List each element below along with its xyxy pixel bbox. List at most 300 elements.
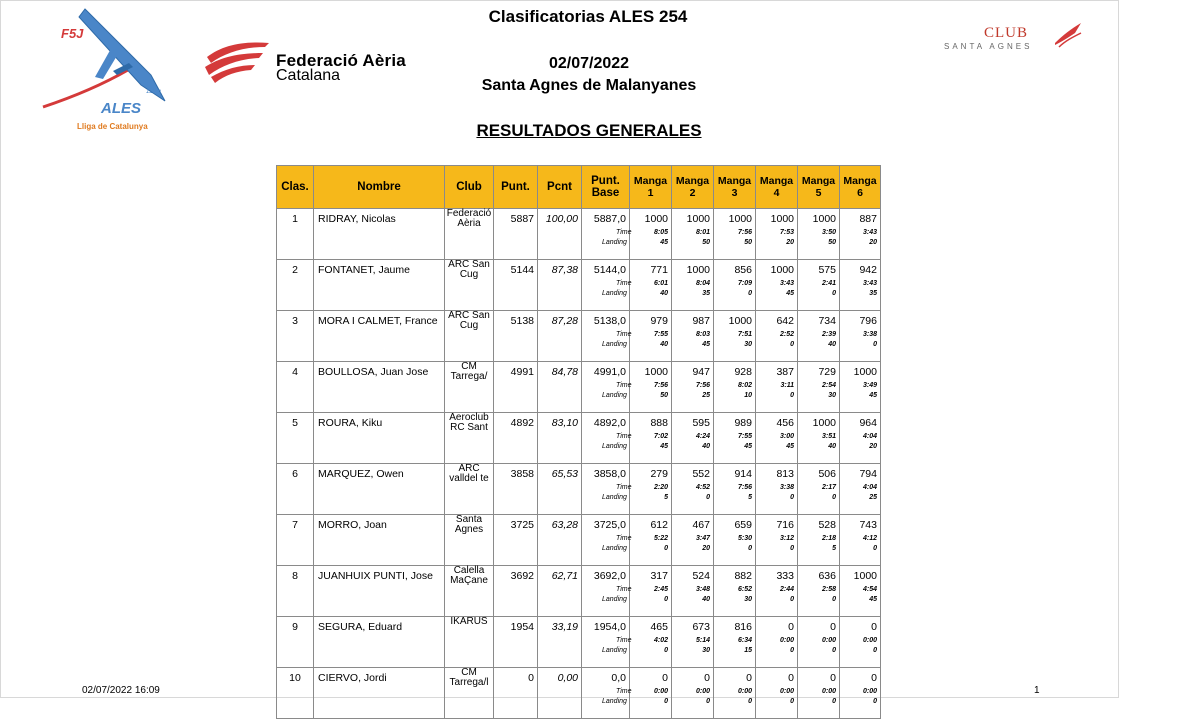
cell-nombre: SEGURA, Eduard: [314, 617, 445, 668]
table-row: [277, 362, 881, 413]
manga-time: 0:00: [779, 688, 794, 695]
cell-nombre: ROURA, Kiku: [314, 413, 445, 464]
manga-landing: 0: [748, 545, 752, 552]
cell-punt-base: 5144,0: [582, 260, 630, 311]
cell-club: IKARUS: [445, 617, 494, 668]
manga-landing: 0: [664, 647, 668, 654]
cell-punt: 0: [494, 668, 538, 719]
manga-time: 2:20: [653, 484, 668, 491]
time-label: Time: [616, 280, 632, 287]
cell-manga-4: [756, 209, 798, 260]
cell-manga-2: [672, 617, 714, 668]
cell-punt: 4892: [494, 413, 538, 464]
manga-landing: 0: [790, 545, 794, 552]
cell-manga-6: [840, 413, 881, 464]
cell-manga-5: [798, 566, 840, 617]
cell-pcnt: 62,71: [538, 566, 582, 617]
cell-manga-4: [756, 566, 798, 617]
manga-landing: 40: [702, 443, 710, 450]
cell-nombre: BOULLOSA, Juan Jose: [314, 362, 445, 413]
manga-landing: 40: [660, 341, 668, 348]
manga-score: 642: [776, 315, 794, 327]
manga-landing: 20: [869, 239, 877, 246]
manga-time: 3:00: [779, 433, 794, 440]
manga-landing: 0: [790, 698, 794, 705]
cell-clas: 4: [277, 362, 314, 413]
manga-score: 887: [859, 213, 877, 225]
cell-punt: 5138: [494, 311, 538, 362]
cell-punt-base: 5887,0: [582, 209, 630, 260]
cell-punt-base: 1954,0: [582, 617, 630, 668]
manga-time: 7:51: [737, 331, 752, 338]
manga-time: 2:17: [821, 484, 836, 491]
manga-score: 0: [788, 621, 794, 633]
cell-club: ARC San Cug: [445, 311, 494, 362]
manga-score: 856: [734, 264, 752, 276]
club-logo-line2: SANTA AGNES: [944, 42, 1033, 51]
manga-time: 7:56: [737, 484, 752, 491]
manga-time: 4:02: [653, 637, 668, 644]
cell-clas: 7: [277, 515, 314, 566]
cell-manga-2: [672, 464, 714, 515]
manga-landing: 0: [873, 647, 877, 654]
manga-landing: 5: [832, 545, 836, 552]
manga-landing: 50: [828, 239, 836, 246]
col-header-manga-3: Manga 3: [714, 166, 756, 209]
manga-time: 0:00: [862, 637, 877, 644]
manga-time: 0:00: [821, 688, 836, 695]
manga-score: 0: [704, 672, 710, 684]
manga-landing: 30: [744, 596, 752, 603]
federacio-name-line1: Federació Aèria: [276, 51, 406, 70]
manga-landing: 45: [786, 290, 794, 297]
manga-landing: 45: [786, 443, 794, 450]
manga-score: 964: [859, 417, 877, 429]
manga-time: 0:00: [779, 637, 794, 644]
manga-landing: 35: [702, 290, 710, 297]
table-row: [277, 617, 881, 668]
manga-time: 3:12: [779, 535, 794, 542]
cell-pcnt: 100,00: [538, 209, 582, 260]
col-header-manga-6: Manga 6: [840, 166, 881, 209]
manga-time: 2:39: [821, 331, 836, 338]
cell-manga-2: [672, 362, 714, 413]
cell-manga-5: [798, 413, 840, 464]
cell-nombre: MORRO, Joan: [314, 515, 445, 566]
manga-score: 816: [734, 621, 752, 633]
cell-punt-base: 3858,0: [582, 464, 630, 515]
manga-score: 279: [650, 468, 668, 480]
manga-time: 7:55: [737, 433, 752, 440]
manga-score: 1000: [644, 366, 668, 378]
section-title: RESULTADOS GENERALES: [476, 121, 702, 140]
manga-time: 7:09: [737, 280, 752, 287]
table-row: [277, 413, 881, 464]
document-title: Clasificatorias ALES 254: [488, 7, 688, 26]
manga-score: 0: [662, 672, 668, 684]
manga-landing: 45: [660, 443, 668, 450]
landing-label: Landing: [602, 392, 627, 399]
manga-landing: 45: [869, 392, 877, 399]
manga-time: 4:12: [862, 535, 877, 542]
cell-pcnt: 83,10: [538, 413, 582, 464]
manga-time: 4:52: [695, 484, 710, 491]
cell-manga-6: [840, 260, 881, 311]
manga-time: 4:04: [862, 433, 877, 440]
federacio-name-line2: Catalana: [276, 67, 341, 84]
manga-landing: 0: [873, 545, 877, 552]
cell-manga-6: [840, 617, 881, 668]
manga-landing: 0: [790, 494, 794, 501]
manga-landing: 0: [832, 290, 836, 297]
cell-punt-base: 5138,0: [582, 311, 630, 362]
manga-landing: 30: [744, 341, 752, 348]
col-header-manga-2: Manga 2: [672, 166, 714, 209]
manga-landing: 40: [828, 341, 836, 348]
cell-club: CM Tarrega/: [445, 362, 494, 413]
cell-manga-4: [756, 260, 798, 311]
manga-landing: 20: [786, 239, 794, 246]
manga-landing: 0: [873, 698, 877, 705]
cell-manga-3: [714, 260, 756, 311]
manga-time: 3:48: [695, 586, 710, 593]
manga-score: 0: [871, 672, 877, 684]
manga-time: 6:52: [737, 586, 752, 593]
landing-label: Landing: [602, 698, 627, 705]
manga-landing: 45: [869, 596, 877, 603]
manga-score: 659: [734, 519, 752, 531]
cell-nombre: MORA I CALMET, France: [314, 311, 445, 362]
table-row: [277, 260, 881, 311]
cell-manga-6: [840, 566, 881, 617]
cell-club: Federació Aèria: [445, 209, 494, 260]
manga-landing: 0: [832, 494, 836, 501]
cell-manga-1: [602, 668, 672, 719]
manga-score: 1000: [770, 264, 794, 276]
manga-landing: 50: [744, 239, 752, 246]
manga-score: 524: [692, 570, 710, 582]
manga-score: 0: [788, 672, 794, 684]
cell-manga-2: [672, 413, 714, 464]
manga-score: 1000: [728, 213, 752, 225]
manga-time: 7:53: [779, 229, 794, 236]
cell-manga-5: [798, 311, 840, 362]
manga-time: 3:38: [779, 484, 794, 491]
landing-label: Landing: [602, 494, 627, 501]
ales-altitude-label: 120m: [146, 89, 162, 95]
table-header-row: [277, 166, 881, 209]
manga-time: 6:34: [737, 637, 752, 644]
ales-label: ALES: [101, 100, 142, 117]
col-header-manga-1: Manga 1: [630, 166, 672, 209]
manga-landing: 40: [828, 443, 836, 450]
cell-punt-base: 0,0: [582, 668, 630, 719]
cell-manga-3: [714, 209, 756, 260]
cell-manga-4: [756, 668, 798, 719]
cell-punt: 4991: [494, 362, 538, 413]
time-label: Time: [616, 433, 632, 440]
manga-time: 3:49: [862, 382, 877, 389]
manga-score: 1000: [644, 213, 668, 225]
manga-time: 7:56: [653, 382, 668, 389]
cell-manga-3: [714, 362, 756, 413]
cell-manga-4: [756, 362, 798, 413]
landing-label: Landing: [602, 443, 627, 450]
cell-punt: 3725: [494, 515, 538, 566]
manga-score: 387: [776, 366, 794, 378]
manga-landing: 25: [869, 494, 877, 501]
manga-score: 0: [830, 672, 836, 684]
manga-score: 743: [859, 519, 877, 531]
manga-score: 794: [859, 468, 877, 480]
manga-time: 3:38: [862, 331, 877, 338]
table-row: [277, 668, 881, 719]
cell-punt-base: 4991,0: [582, 362, 630, 413]
manga-score: 0: [871, 621, 877, 633]
manga-time: 0:00: [695, 688, 710, 695]
results-table: [276, 165, 881, 719]
cell-manga-3: [714, 515, 756, 566]
cell-manga-6: [840, 209, 881, 260]
cell-clas: 2: [277, 260, 314, 311]
time-label: Time: [616, 535, 632, 542]
manga-time: 5:14: [695, 637, 710, 644]
cell-club: ARC valldel te: [445, 464, 494, 515]
manga-landing: 0: [790, 596, 794, 603]
club-logo-line1: CLUB: [984, 25, 1029, 41]
cell-nombre: CIERVO, Jordi: [314, 668, 445, 719]
manga-time: 5:30: [737, 535, 752, 542]
manga-score: 456: [776, 417, 794, 429]
col-header-pcnt: Pcnt: [538, 166, 582, 209]
manga-score: 465: [650, 621, 668, 633]
manga-landing: 0: [664, 698, 668, 705]
cell-punt-base: 3692,0: [582, 566, 630, 617]
f5j-label: F5J: [61, 26, 84, 41]
manga-score: 612: [650, 519, 668, 531]
manga-score: 1000: [853, 570, 877, 582]
manga-score: 888: [650, 417, 668, 429]
landing-label: Landing: [602, 290, 627, 297]
cell-punt-base: 3725,0: [582, 515, 630, 566]
cell-clas: 10: [277, 668, 314, 719]
liga-label: Lliga de Catalunya: [77, 122, 148, 131]
cell-pcnt: 84,78: [538, 362, 582, 413]
manga-landing: 5: [748, 494, 752, 501]
table-row: [277, 311, 881, 362]
cell-manga-2: [672, 515, 714, 566]
manga-time: 7:55: [653, 331, 668, 338]
cell-clas: 9: [277, 617, 314, 668]
manga-time: 0:00: [821, 637, 836, 644]
cell-manga-3: [714, 311, 756, 362]
manga-time: 2:41: [821, 280, 836, 287]
manga-landing: 45: [702, 341, 710, 348]
manga-time: 4:54: [862, 586, 877, 593]
manga-score: 1000: [812, 213, 836, 225]
manga-time: 8:01: [695, 229, 710, 236]
manga-time: 8:03: [695, 331, 710, 338]
manga-score: 0: [830, 621, 836, 633]
cell-manga-5: [798, 668, 840, 719]
manga-score: 1000: [686, 213, 710, 225]
manga-score: 813: [776, 468, 794, 480]
cell-nombre: MARQUEZ, Owen: [314, 464, 445, 515]
time-label: Time: [616, 688, 632, 695]
cell-manga-3: [714, 413, 756, 464]
landing-label: Landing: [602, 596, 627, 603]
cell-punt-base: 4892,0: [582, 413, 630, 464]
manga-time: 2:18: [821, 535, 836, 542]
cell-manga-4: [756, 515, 798, 566]
footer-timestamp: 02/07/2022 16:09: [82, 685, 160, 696]
cell-clas: 1: [277, 209, 314, 260]
cell-punt: 5144: [494, 260, 538, 311]
manga-landing: 0: [832, 698, 836, 705]
cell-manga-5: [798, 209, 840, 260]
cell-manga-6: [840, 362, 881, 413]
time-label: Time: [616, 229, 632, 236]
manga-landing: 35: [869, 290, 877, 297]
manga-landing: 30: [828, 392, 836, 399]
cell-punt: 3692: [494, 566, 538, 617]
landing-label: Landing: [602, 341, 627, 348]
event-date: 02/07/2022: [548, 55, 630, 72]
manga-landing: 0: [873, 341, 877, 348]
manga-score: 1000: [770, 213, 794, 225]
manga-score: 506: [818, 468, 836, 480]
cell-manga-2: [672, 260, 714, 311]
cell-manga-2: [672, 311, 714, 362]
manga-time: 7:56: [737, 229, 752, 236]
manga-time: 6:01: [653, 280, 668, 287]
cell-clas: 6: [277, 464, 314, 515]
manga-landing: 45: [744, 443, 752, 450]
manga-landing: 0: [790, 341, 794, 348]
cell-nombre: RIDRAY, Nicolas: [314, 209, 445, 260]
manga-landing: 30: [702, 647, 710, 654]
manga-time: 2:54: [821, 382, 836, 389]
manga-score: 467: [692, 519, 710, 531]
manga-score: 928: [734, 366, 752, 378]
cell-club: Aeroclub RC Sant: [445, 413, 494, 464]
manga-time: 2:44: [779, 586, 794, 593]
manga-score: 947: [692, 366, 710, 378]
manga-score: 552: [692, 468, 710, 480]
manga-time: 3:51: [821, 433, 836, 440]
manga-landing: 0: [832, 596, 836, 603]
manga-landing: 40: [660, 290, 668, 297]
manga-time: 3:50: [821, 229, 836, 236]
cell-manga-5: [798, 464, 840, 515]
cell-manga-5: [798, 260, 840, 311]
manga-score: 882: [734, 570, 752, 582]
cell-punt: 3858: [494, 464, 538, 515]
cell-manga-6: [840, 464, 881, 515]
cell-clas: 8: [277, 566, 314, 617]
cell-manga-4: [756, 464, 798, 515]
manga-score: 1000: [853, 366, 877, 378]
manga-landing: 15: [744, 647, 752, 654]
manga-landing: 5: [664, 494, 668, 501]
cell-manga-2: [672, 209, 714, 260]
manga-time: 3:43: [779, 280, 794, 287]
cell-manga-5: [798, 617, 840, 668]
manga-score: 673: [692, 621, 710, 633]
manga-time: 0:00: [737, 688, 752, 695]
manga-landing: 0: [790, 647, 794, 654]
col-header-base: Punt. Base: [582, 166, 630, 209]
manga-landing: 0: [748, 698, 752, 705]
cell-clas: 5: [277, 413, 314, 464]
manga-landing: 40: [702, 596, 710, 603]
manga-time: 8:04: [695, 280, 710, 287]
cell-manga-3: [714, 464, 756, 515]
cell-pcnt: 87,28: [538, 311, 582, 362]
manga-time: 3:11: [780, 382, 794, 389]
manga-time: 8:05: [653, 229, 668, 236]
time-label: Time: [616, 586, 632, 593]
cell-manga-3: [714, 566, 756, 617]
manga-landing: 0: [706, 698, 710, 705]
manga-score: 1000: [728, 315, 752, 327]
manga-time: 3:47: [695, 535, 710, 542]
manga-score: 528: [818, 519, 836, 531]
cell-manga-6: [840, 668, 881, 719]
manga-score: 575: [818, 264, 836, 276]
cell-clas: 3: [277, 311, 314, 362]
cell-nombre: FONTANET, Jaume: [314, 260, 445, 311]
cell-manga-2: [672, 566, 714, 617]
manga-time: 2:45: [653, 586, 668, 593]
manga-time: 4:24: [695, 433, 710, 440]
cell-manga-4: [756, 311, 798, 362]
manga-landing: 10: [744, 392, 752, 399]
cell-pcnt: 87,38: [538, 260, 582, 311]
cell-manga-4: [756, 617, 798, 668]
manga-score: 987: [692, 315, 710, 327]
landing-label: Landing: [602, 647, 627, 654]
manga-score: 636: [818, 570, 836, 582]
manga-landing: 0: [790, 392, 794, 399]
manga-score: 979: [650, 315, 668, 327]
cell-pcnt: 33,19: [538, 617, 582, 668]
manga-score: 716: [776, 519, 794, 531]
manga-time: 0:00: [653, 688, 668, 695]
manga-landing: 20: [702, 545, 710, 552]
manga-landing: 45: [660, 239, 668, 246]
cell-pcnt: 65,53: [538, 464, 582, 515]
cell-pcnt: 0,00: [538, 668, 582, 719]
cell-punt: 1954: [494, 617, 538, 668]
manga-score: 942: [859, 264, 877, 276]
cell-punt: 5887: [494, 209, 538, 260]
cell-manga-4: [756, 413, 798, 464]
manga-landing: 0: [664, 596, 668, 603]
manga-time: 8:02: [737, 382, 752, 389]
manga-landing: 50: [660, 392, 668, 399]
col-header-manga-4: Manga 4: [756, 166, 798, 209]
manga-score: 914: [734, 468, 752, 480]
manga-score: 771: [650, 264, 668, 276]
time-label: Time: [616, 637, 632, 644]
footer-page-number: 1: [1034, 685, 1040, 696]
cell-club: ARC San Cug: [445, 260, 494, 311]
manga-time: 3:43: [862, 280, 877, 287]
time-label: Time: [616, 484, 632, 491]
col-header-punt: Punt.: [494, 166, 538, 209]
cell-pcnt: 63,28: [538, 515, 582, 566]
